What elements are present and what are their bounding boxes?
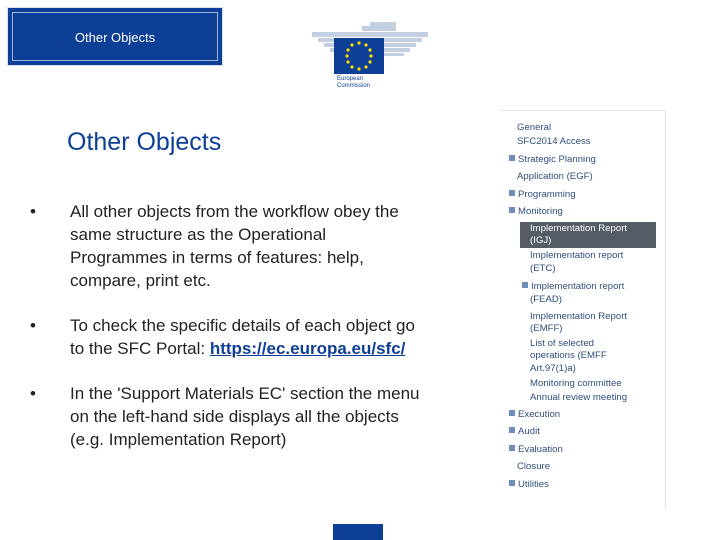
menu-item[interactable] (517, 137, 591, 147)
menu-item[interactable] (530, 379, 622, 389)
menu-item[interactable] (509, 155, 596, 165)
bullet-line: same structure as the Operational (70, 225, 327, 244)
menu-item[interactable] (509, 207, 563, 217)
logo-wordmark (337, 76, 370, 90)
menu-item-label: (FEAD) (530, 294, 562, 305)
header-label: Other Objects (74, 30, 156, 45)
menu-item-label: Evaluation (518, 444, 563, 455)
bullet-line: compare, print etc. (70, 271, 211, 290)
menu-item[interactable] (517, 462, 550, 472)
menu-item-label: Application (EGF) (517, 171, 593, 182)
menu-item[interactable] (517, 172, 593, 182)
logo-line-1: European (337, 76, 364, 82)
bullet-list (30, 200, 500, 473)
menu-item[interactable] (530, 339, 594, 349)
menu-item[interactable] (522, 282, 624, 292)
bullet-line: Programmes in terms of features: help, (70, 248, 364, 267)
bullet-dot-icon: • (30, 316, 36, 335)
expand-plus-icon[interactable] (509, 207, 515, 213)
logo-line-2: Commission (337, 83, 371, 89)
menu-item[interactable] (530, 295, 562, 305)
menu-item-label: operations (EMFF (530, 350, 607, 361)
expand-plus-icon[interactable] (509, 445, 515, 451)
menu-item-label: Implementation Report (530, 311, 628, 322)
menu-item[interactable] (530, 324, 563, 334)
menu-item[interactable] (509, 480, 549, 490)
menu-item-label: List of selected (530, 338, 594, 349)
bullet-line: All other objects from the workflow obey the (70, 202, 399, 221)
menu-item-label: Audit (518, 426, 540, 437)
expand-plus-icon[interactable] (509, 190, 515, 196)
menu-item[interactable] (509, 190, 576, 200)
menu-item[interactable] (509, 427, 540, 437)
footer-accent-bar (333, 524, 383, 540)
menu-item[interactable] (530, 264, 556, 274)
menu-item[interactable] (530, 393, 627, 403)
menu-item[interactable] (517, 123, 551, 133)
bullet-item (30, 314, 500, 360)
menu-item-label: (ETC) (530, 263, 556, 274)
bullet-line: to the SFC Portal: (70, 339, 210, 358)
menu-item-label: (IGJ) (530, 235, 552, 246)
menu-item-label: Programming (518, 189, 576, 200)
menu-item-label: Implementation Report (530, 223, 628, 234)
expand-plus-icon[interactable] (522, 282, 528, 288)
menu-item[interactable] (530, 224, 627, 234)
menu-item[interactable] (509, 410, 560, 420)
menu-item[interactable] (530, 236, 551, 246)
menu-item-label: Monitoring (518, 206, 563, 217)
bullet-line: To check the specific details of each object go (70, 316, 415, 335)
slide-title: Other Objects (67, 128, 222, 156)
expand-plus-icon[interactable] (509, 427, 515, 433)
menu-item-label: Closure (517, 461, 551, 472)
sfc-portal-link[interactable]: https://ec.europa.eu/sfc/ (209, 339, 406, 358)
bullet-line: In the 'Support Materials EC' section the menu (70, 384, 420, 403)
menu-item-label: Annual review meeting (530, 392, 628, 403)
expand-plus-icon[interactable] (509, 480, 515, 486)
menu-item-label: Strategic Planning (518, 154, 596, 165)
bullet-dot-icon: • (30, 384, 36, 403)
bullet-line: on the left-hand side displays all the objects (70, 407, 399, 426)
bullet-item (30, 382, 500, 451)
bullet-item (30, 200, 500, 292)
menu-item[interactable] (530, 251, 623, 261)
header-banner (7, 7, 223, 66)
menu-item-label: Implementation report (531, 281, 625, 292)
menu-item-label: Utilities (518, 479, 549, 490)
menu-item-label: (EMFF) (530, 323, 563, 334)
menu-item[interactable] (509, 445, 563, 455)
bullet-line: (e.g. Implementation Report) (70, 430, 287, 449)
expand-plus-icon[interactable] (509, 155, 515, 161)
bullet-dot-icon: • (30, 202, 36, 221)
expand-plus-icon[interactable] (509, 410, 515, 416)
menu-item-label: SFC2014 Access (517, 136, 591, 147)
menu-item[interactable] (530, 364, 576, 374)
menu-item[interactable] (530, 312, 627, 322)
menu-item-label: Art.97(1)a) (530, 363, 576, 374)
menu-item-label: Implementation report (530, 250, 624, 261)
menu-item-label: Monitoring committee (530, 378, 622, 389)
menu-item-label: General (517, 122, 552, 133)
menu-item[interactable] (530, 351, 607, 361)
menu-item-label: Execution (518, 409, 561, 420)
